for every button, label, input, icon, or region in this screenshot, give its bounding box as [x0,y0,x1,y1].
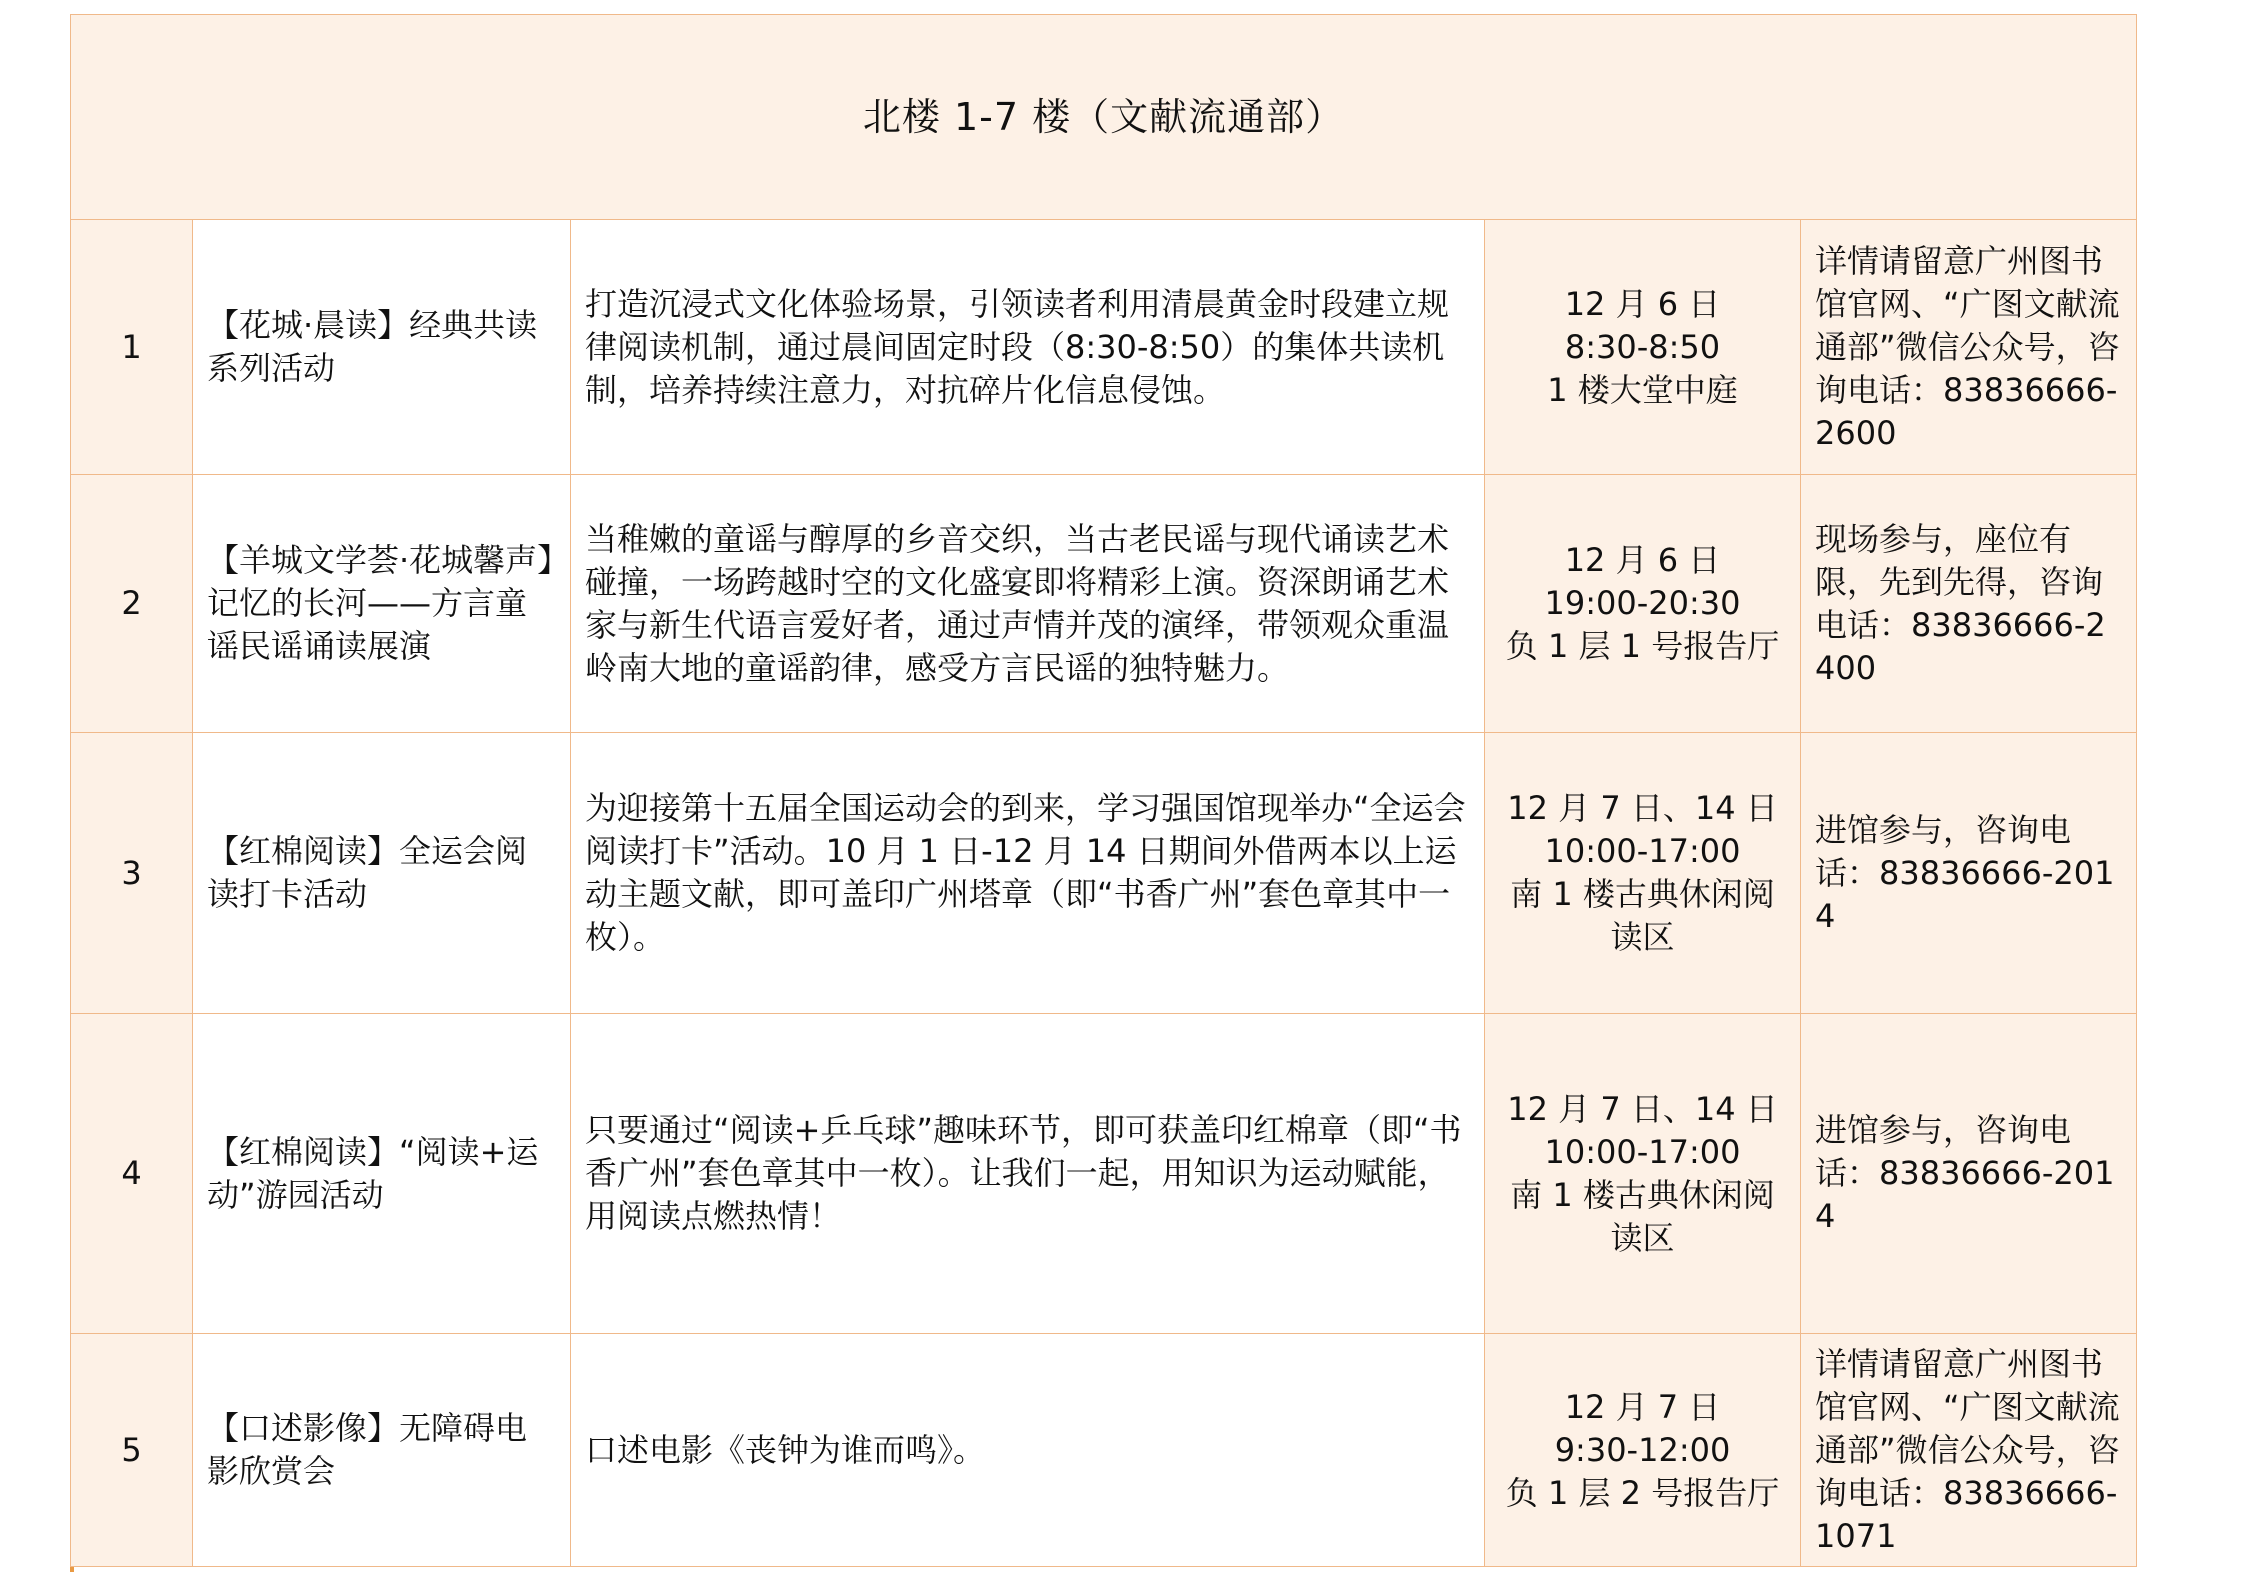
event-venue: 南 1 楼古典休闲阅读区 [1510,875,1775,956]
event-description: 只要通过“阅读+乒乓球”趣味环节，即可获盖印红棉章（即“书香广州”套色章其中一枚）。让我们一起，用知识为运动赋能，用阅读点燃热情！ [571,1014,1485,1334]
section-header-row [71,15,2137,220]
event-description: 当稚嫩的童谣与醇厚的乡音交织，当古老民谣与现代诵读艺术碰撞，一场跨越时空的文化盛宴即将精彩上演。资深朗诵艺术家与新生代语言爱好者，通过声情并茂的演绎，带领观众重温岭南大地的童谣韵律，感受方言民谣的独特魅力。 [571,475,1485,733]
event-venue: 负 1 层 2 号报告厅 [1505,1473,1780,1512]
event-time: 9:30-12:00 [1554,1430,1731,1469]
table-row [71,1014,2137,1334]
row-number: 3 [71,733,193,1014]
event-date: 12 月 7 日、14 日 [1507,789,1778,827]
event-description: 口述电影《丧钟为谁而鸣》。 [571,1334,1485,1567]
event-table [70,14,2137,1567]
event-contact: 进馆参与，咨询电话：83836666-2014 [1801,1014,2137,1334]
row-number: 4 [71,1014,193,1334]
event-date: 12 月 6 日 [1564,284,1721,323]
event-date: 12 月 7 日、14 日 [1507,1089,1778,1128]
event-time: 19:00-20:30 [1544,584,1741,622]
event-name: 【花城·晨读】经典共读系列活动 [193,220,571,475]
section-title: 北楼 1-7 楼（文献流通部） [71,15,2137,220]
row-number: 1 [71,220,193,475]
event-time: 8:30-8:50 [1564,327,1721,366]
event-schedule [1485,475,1801,733]
table-row [71,475,2137,733]
event-contact: 进馆参与，咨询电话：83836666-2014 [1801,733,2137,1014]
table-row [71,220,2137,475]
event-date: 12 月 6 日 [1564,541,1721,579]
event-contact: 现场参与，座位有限，先到先得，咨询电话：83836666-2400 [1801,475,2137,733]
event-description: 打造沉浸式文化体验场景，引领读者利用清晨黄金时段建立规律阅读机制，通过晨间固定时段（8:30-8:50）的集体共读机制，培养持续注意力，对抗碎片化信息侵蚀。 [571,220,1485,475]
event-description: 为迎接第十五届全国运动会的到来，学习强国馆现举办“全运会阅读打卡”活动。10 月 1 日-12 月 14 日期间外借两本以上运动主题文献，即可盖印广州塔章（即“书香广州”套色章其中一枚）。 [571,733,1485,1014]
row-number: 2 [71,475,193,733]
event-venue: 南 1 楼古典休闲阅读区 [1510,1175,1775,1257]
event-name: 【红棉阅读】“阅读+运动”游园活动 [193,1014,571,1334]
event-schedule [1485,220,1801,475]
event-name: 【口述影像】无障碍电影欣赏会 [193,1334,571,1567]
event-schedule-sheet [70,14,2136,1567]
event-name: 【羊城文学荟·花城馨声】记忆的长河——方言童谣民谣诵读展演 [193,475,571,733]
table-row [71,1334,2137,1567]
event-venue: 负 1 层 1 号报告厅 [1505,627,1780,665]
event-venue: 1 楼大堂中庭 [1547,370,1738,409]
event-time: 10:00-17:00 [1544,1132,1741,1171]
event-time: 10:00-17:00 [1544,832,1741,870]
row-number: 5 [71,1334,193,1567]
event-schedule [1485,1014,1801,1334]
table-row [71,733,2137,1014]
event-date: 12 月 7 日 [1564,1387,1721,1426]
event-name: 【红棉阅读】全运会阅读打卡活动 [193,733,571,1014]
event-contact: 详情请留意广州图书馆官网、“广图文献流通部”微信公众号，咨询电话：83836666-2600 [1801,220,2137,475]
event-contact: 详情请留意广州图书馆官网、“广图文献流通部”微信公众号，咨询电话：83836666-1071 [1801,1334,2137,1567]
event-schedule [1485,733,1801,1014]
event-schedule [1485,1334,1801,1567]
